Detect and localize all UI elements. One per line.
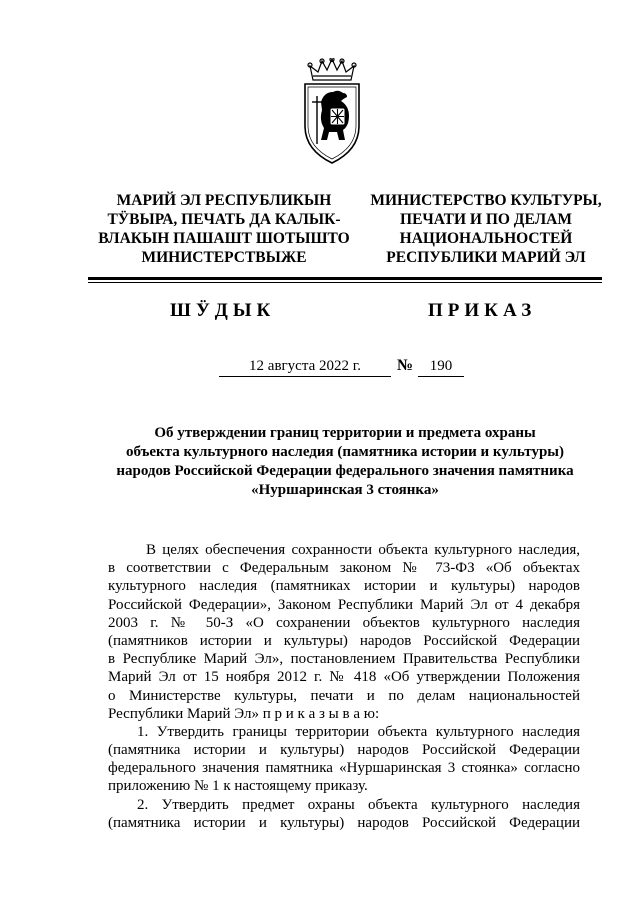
org-name-russian-line: ПЕЧАТИ И ПО ДЕЛАМ [400, 211, 572, 228]
doc-title-line: Об утверждении границ территории и предмета охраны [154, 425, 536, 441]
body-line: Марий Эл от 15 ноября 2012 г. № 418 «Об утверждении Положения [108, 669, 580, 686]
body-line: 2003 г. № 50-З «О сохранении объектов культурного наследия [108, 614, 580, 631]
body-line: культурного наследия (памятниках истории и культуры) народов [108, 578, 580, 595]
doc-type-russian: ПРИКАЗ [428, 300, 537, 321]
body-line: 1. Утвердить границы территории объекта культурного наследия [137, 723, 580, 740]
number-sign: № [397, 357, 414, 374]
body-line: федерального значения памятника «Нуршаринская 3 стоянка» согласно [108, 760, 580, 777]
org-name-russian-line: МИНИСТЕРСТВО КУЛЬТУРЫ, [370, 192, 602, 209]
coat-of-arms-emblem [297, 58, 367, 166]
doc-title-line: объекта культурного наследия (памятника истории и культуры) [125, 444, 564, 460]
header-divider-thick [88, 277, 602, 280]
doc-date: 12 августа 2022 г. [219, 358, 391, 377]
body-line: в соответствии с Федеральным законом № 73-ФЗ «Об объектах [108, 560, 580, 577]
org-name-russian [370, 191, 602, 267]
body-line: (памятника истории и культуры) народов Российской Федерации [108, 814, 580, 831]
org-name-mari-line: МИНИСТЕРСТВЫЖЕ [141, 249, 307, 266]
body-line: 2. Утвердить предмет охраны объекта культурного наследия [137, 796, 580, 813]
doc-number: 190 [418, 358, 464, 377]
doc-title-line: народов Российской Федерации федерального значения памятника [116, 463, 574, 479]
org-name-mari-line: ВЛАКЫН ПАШАШТ ШОТЫШТО [98, 230, 350, 247]
doc-type-mari: ШӰДЫК [170, 300, 276, 321]
body-line: (памятников истории и культуры) народов Российской Федерации [108, 632, 580, 649]
org-name-mari [90, 191, 358, 267]
body-line: Российской Федерации», Законом Республики Марий Эл от 4 декабря [108, 596, 580, 613]
body-line: о Министерстве культуры, печати и по делам национальностей [108, 687, 580, 704]
body-line: В целях обеспечения сохранности объекта культурного наследия, [146, 542, 580, 558]
body-line: в Республике Марий Эл», постановлением Правительства Республики [108, 651, 580, 668]
doc-title [88, 424, 602, 500]
org-name-mari-line: ТӰВЫРА, ПЕЧАТЬ ДА КАЛЫК- [107, 211, 341, 228]
body-line: (памятника истории и культуры) народов Российской Федерации [108, 742, 580, 759]
doc-title-line: «Нуршаринская 3 стоянка» [251, 482, 439, 498]
doc-body [108, 541, 580, 832]
org-name-mari-line: МАРИЙ ЭЛ РЕСПУБЛИКЫН [116, 192, 332, 209]
body-line: Республики Марий Эл» п р и к а з ы в а ю: [108, 705, 380, 722]
org-name-russian-line: НАЦИОНАЛЬНОСТЕЙ [399, 230, 573, 247]
header-divider-thin [88, 282, 602, 283]
org-name-russian-line: РЕСПУБЛИКИ МАРИЙ ЭЛ [386, 249, 586, 266]
body-line: приложению № 1 к настоящему приказу. [108, 778, 368, 795]
